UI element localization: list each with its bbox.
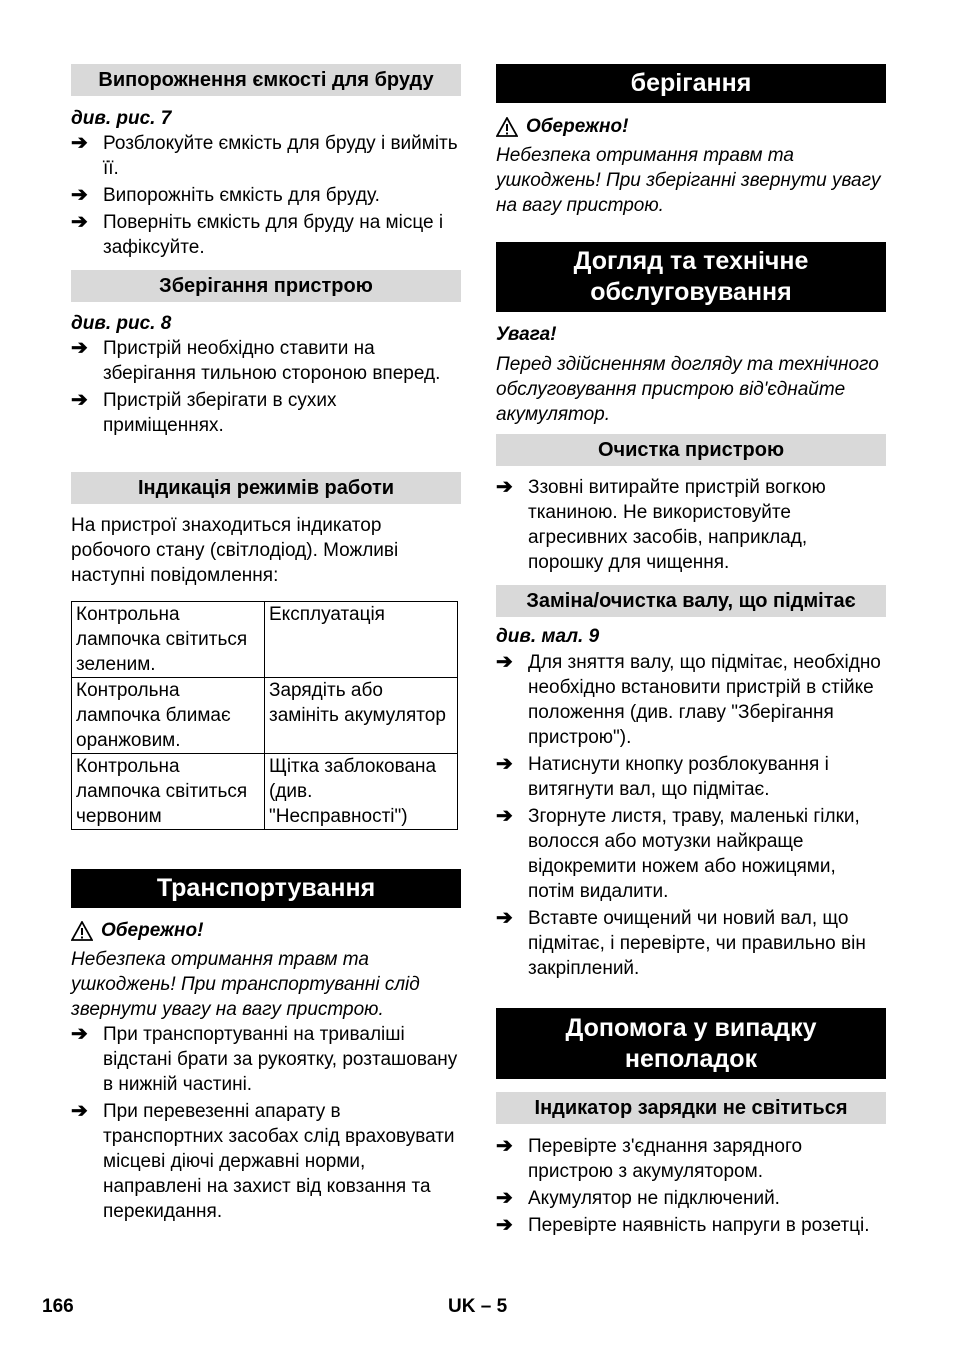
page-number: 166 bbox=[42, 1296, 74, 1317]
warning-storage: Небезпека отримання травм та ушкоджень! При зберіганні звернути увагу на вагу пристрою. bbox=[496, 145, 881, 216]
list-storing-device bbox=[71, 336, 461, 440]
arrow-right-icon: ➔ bbox=[71, 337, 88, 359]
attention-label: Увага! bbox=[496, 324, 557, 345]
list-item: ➔ Вставте очищений чи новий вал, що підмітає, і перевірте, чи правильно він закріплений. bbox=[496, 907, 866, 979]
list-item: ➔ Ззовні витирайте пристрій вогкою тканиною. Не використовуйте агресивних засобів, наприклад, порошку для чищення. bbox=[496, 476, 826, 573]
arrow-right-icon: ➔ bbox=[71, 211, 88, 233]
arrow-right-icon: ➔ bbox=[71, 1100, 88, 1122]
heading-storing-device: Зберігання пристрою bbox=[71, 270, 461, 302]
warning-triangle-icon bbox=[71, 921, 93, 941]
list-item: ➔ Згорнуте листя, траву, маленькі гілки, волосся або мотузки найкраще відокремити ножем або ножицями, потім видалити. bbox=[496, 805, 860, 902]
ref-fig-9: див. мал. 9 bbox=[496, 626, 600, 647]
list-transport bbox=[71, 1022, 461, 1226]
arrow-right-icon: ➔ bbox=[496, 907, 513, 929]
heading-charge-indicator: Індикатор зарядки не світиться bbox=[496, 1092, 886, 1124]
table-cell: Контрольна лампочка світиться зеленим. bbox=[72, 602, 265, 678]
section-label: UK – 5 bbox=[448, 1296, 508, 1317]
ref-fig-8: див. рис. 8 bbox=[71, 313, 172, 334]
table-cell: Контрольна лампочка блимає оранжовим. bbox=[72, 678, 265, 754]
heading-cleaning: Очистка пристрою bbox=[496, 434, 886, 466]
table-row bbox=[72, 678, 458, 754]
ref-fig-7: див. рис. 7 bbox=[71, 108, 172, 129]
heading-emptying: Випорожнення ємкості для бруду bbox=[71, 64, 461, 96]
heading-maintenance-line1: Догляд та технічне bbox=[573, 247, 809, 275]
arrow-right-icon: ➔ bbox=[71, 1023, 88, 1045]
list-item: ➔ Поверніть ємкість для бруду на місце і зафіксуйте. bbox=[71, 211, 444, 258]
heading-troubleshooting-line2: неполадок bbox=[624, 1044, 758, 1073]
indication-intro: На пристрої знаходиться індикатор робочого стану (світлодіод). Можливі наступні повідомлення: bbox=[71, 515, 399, 586]
list-item: ➔ Розблокуйте ємкість для бруду і вийміть її. bbox=[71, 132, 458, 179]
list-item: ➔ Перевірте з'єднання зарядного пристрою з акумулятором. bbox=[496, 1135, 803, 1182]
arrow-right-icon: ➔ bbox=[71, 184, 88, 206]
list-item: ➔ Для зняття валу, що підмітає, необхідно необхідно встановити пристрій в стійке положення (див. главу "Зберігання пристрою"). bbox=[496, 651, 881, 748]
arrow-right-icon: ➔ bbox=[496, 651, 513, 673]
arrow-right-icon: ➔ bbox=[496, 1135, 513, 1157]
table-cell: Експлуатація bbox=[265, 602, 458, 678]
heading-storage: берігання bbox=[496, 64, 886, 103]
arrow-right-icon: ➔ bbox=[71, 132, 88, 154]
caution-transport: Обережно! bbox=[71, 918, 203, 943]
list-charge-indicator bbox=[496, 1134, 886, 1240]
status-table bbox=[71, 601, 458, 830]
heading-transport: Транспортування bbox=[71, 869, 461, 908]
list-emptying bbox=[71, 131, 461, 262]
table-row bbox=[72, 754, 458, 830]
list-item: ➔ При транспортуванні на триваліші відстані брати за рукоятку, розташовану в нижній частині. bbox=[71, 1023, 458, 1095]
table-cell: Зарядіть або замініть акумулятор bbox=[265, 678, 458, 754]
heading-indication: Індикація режимів работи bbox=[71, 472, 461, 504]
list-item: ➔ Перевірте наявність напруги в розетці. bbox=[496, 1214, 870, 1236]
list-item: ➔ Пристрій зберігати в сухих приміщеннях. bbox=[71, 389, 337, 436]
arrow-right-icon: ➔ bbox=[496, 1187, 513, 1209]
warning-triangle-icon bbox=[496, 117, 518, 137]
heading-maintenance bbox=[496, 242, 886, 312]
arrow-right-icon: ➔ bbox=[496, 476, 513, 498]
list-cleaning bbox=[496, 475, 886, 577]
list-item: ➔ Акумулятор не підключений. bbox=[496, 1187, 780, 1209]
list-item: ➔ Випорожніть ємкість для бруду. bbox=[71, 184, 380, 206]
table-cell: Контрольна лампочка світиться червоним bbox=[72, 754, 265, 830]
arrow-right-icon: ➔ bbox=[496, 753, 513, 775]
arrow-right-icon: ➔ bbox=[496, 1214, 513, 1236]
warning-transport: Небезпека отримання травм та ушкоджень! При транспортуванні слід звернути увагу на вагу пристрою. bbox=[71, 949, 420, 1020]
table-cell: Щітка заблокована (див. "Несправності") bbox=[265, 754, 458, 830]
arrow-right-icon: ➔ bbox=[71, 389, 88, 411]
heading-roller: Заміна/очистка валу, що підмітає bbox=[496, 585, 886, 617]
caution-storage: Обережно! bbox=[496, 114, 628, 139]
table-row bbox=[72, 602, 458, 678]
list-item: ➔ Пристрій необхідно ставити на зберігання тильною стороною вперед. bbox=[71, 337, 441, 384]
heading-troubleshooting-line1: Допомога у випадку bbox=[565, 1013, 817, 1042]
list-roller bbox=[496, 650, 886, 983]
heading-troubleshooting bbox=[496, 1008, 886, 1079]
list-item: ➔ Натиснути кнопку розблокування і витягнути вал, що підмітає. bbox=[496, 753, 829, 800]
list-item: ➔ При перевезенні апарату в транспортних засобах слід враховувати місцеві діючі державні норми, направлені на захист від ковзання та перекидання. bbox=[71, 1100, 455, 1222]
arrow-right-icon: ➔ bbox=[496, 805, 513, 827]
heading-maintenance-line2: обслуговування bbox=[590, 278, 792, 306]
maintenance-note: Перед здійсненням догляду та технічного обслуговування пристрою від'єднайте акумулятор. bbox=[496, 354, 879, 425]
